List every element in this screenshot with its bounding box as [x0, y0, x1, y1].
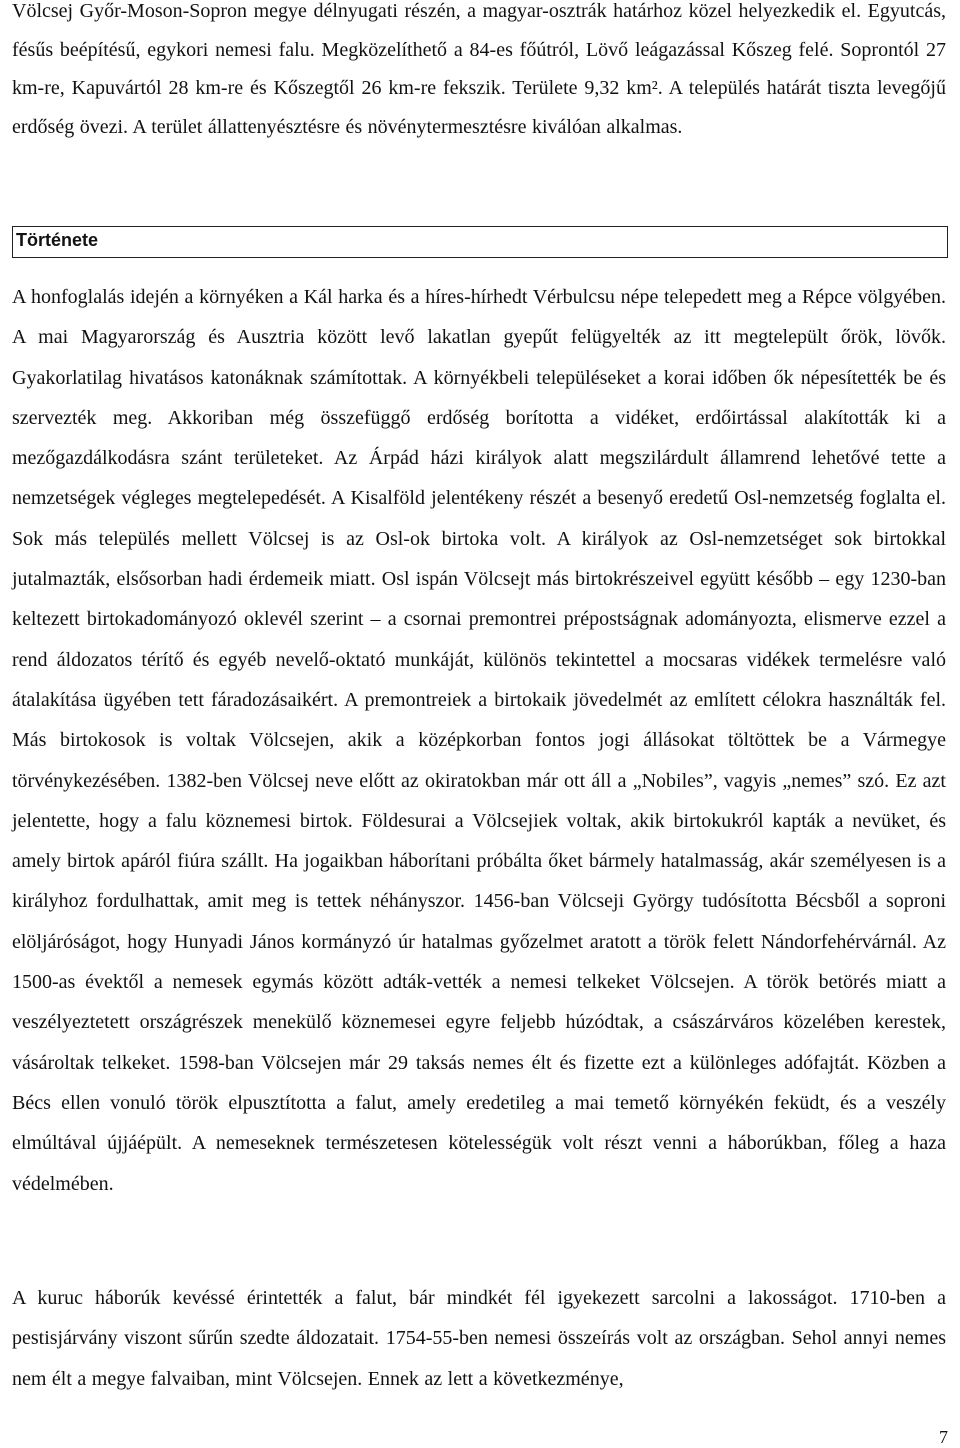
section-heading-box [12, 226, 948, 258]
kuruc-paragraph: A kuruc háborúk kevéssé érintették a falut, bár mindkét fél igyekezett sarcolni a lakosságot. 1710-ben a pestisjárvány viszont sűrűn szedte áldozatait. 1754-55-ben nemesi összeírás volt az országban. Sehol annyi nemes nem élt a megye falvaiban, mint Völcsejen. Ennek az lett a következménye, [12, 1287, 946, 1390]
history-paragraph: A honfoglalás idején a környéken a Kál harka és a híres-hírhedt Vérbulcsu népe telepedett meg a Répce völgyében. A mai Magyarország és Ausztria között levő lakatlan gyepűt felügyelték az itt megtelepült őrök, lövők. Gyakorlatilag hivatásos katonáknak számítottak. A környékbeli településeket a korai időben ők népesítették be és szervezték meg. Akkoriban még összefüggő erdőség borította a vidéket, erdőirtással alakították ki a mezőgazdálkodásra szánt területeket. Az Árpád házi királyok alatt megszilárdult államrend lehetővé tette a nemzetségek végleges megtelepedését. A Kisalföld jelentékeny részét a besenyő eredetű Osl-nemzetség foglalta el. Sok más település mellett Völcsej is az Osl-ok birtoka volt. A királyok az Osl-nemzetséget sok birtokkal jutalmazták, elsősorban hadi érdemeik miatt. Osl ispán Völcsejt más birtokrészeivel együtt később – egy 1230-ban keltezett birtokadományozó oklevél szerint – a csornai premontrei prépostságnak adományozta, elismerve ezzel a rend áldozatos térítő és egyéb nevelő-oktató munkáját, különös tekintettel a mocsaras vidékek termelésre való átalakítása ügyében tett fáradozásaikért. A premontreiek a birtokaik jövedelmét az említett célokra használták fel. Más birtokosok is voltak Völcsejen, akik a középkorban fontos jogi állásokat töltöttek be a Vármegye törvénykezésében. 1382-ben Völcsej neve előtt az okiratokban már ott áll a „Nobiles”, vagyis „nemes” szó. Ez azt jelentette, hogy a falu köznemesi birtok. Földesurai a Völcsejiek voltak, akik birtokukról kapták a nevüket, és amely birtok apáról fiúra szállt. Ha jogaikban háborítani próbálta őket bármely hatalmasság, akár személyesen is a királyhoz fordulhattak, amit meg is tettek néhányszor. 1456-ban Völcseji György tudósította Bécsből a soproni elöljáróságot, hogy Hunyadi János kormányzó úr hatalmas győzelmet aratott a török felett Nándorfehérvárnál. Az 1500-as évektől a nemesek egymás között adták-vették a nemesi telkeket Völcsejen. A török betörés miatt a veszélyeztetett országrészek menekülő köznemesei egyre feljebb húzódtak, a császárváros közelében kerestek, vásároltak telkeket. 1598-ban Völcsejen már 29 taksás nemes élt és fizette ezt a különleges adófajtát. Közben a Bécs ellen vonuló török elpusztította a falut, amely eredetileg a mai temető környékén feküdt, és a veszély elmúltával újjáépült. A nemeseknek természetesen kötelességük volt részt venni a háborúkban, főleg a haza védelmében. [12, 286, 946, 1195]
page-number: 7 [939, 1427, 948, 1447]
page-body [12, 0, 946, 146]
section-heading: Története [16, 230, 99, 250]
intro-paragraph: Völcsej Győr-Moson-Sopron megye délnyugati részén, a magyar-osztrák határhoz közel helyezkedik el. Egyutcás, fésűs beépítésű, egykori nemesi falu. Megközelíthető a 84-es főútról, Lövő leágazással Kőszeg felé. Soprontól 27 km-re, Kapuvártól 28 km-re és Kőszegtől 26 km-re fekszik. Területe 9,32 km². A település határát tiszta levegőjű erdőség övezi. A terület állattenyésztésre és növénytermesztésre kiválóan alkalmas. [12, 0, 946, 138]
